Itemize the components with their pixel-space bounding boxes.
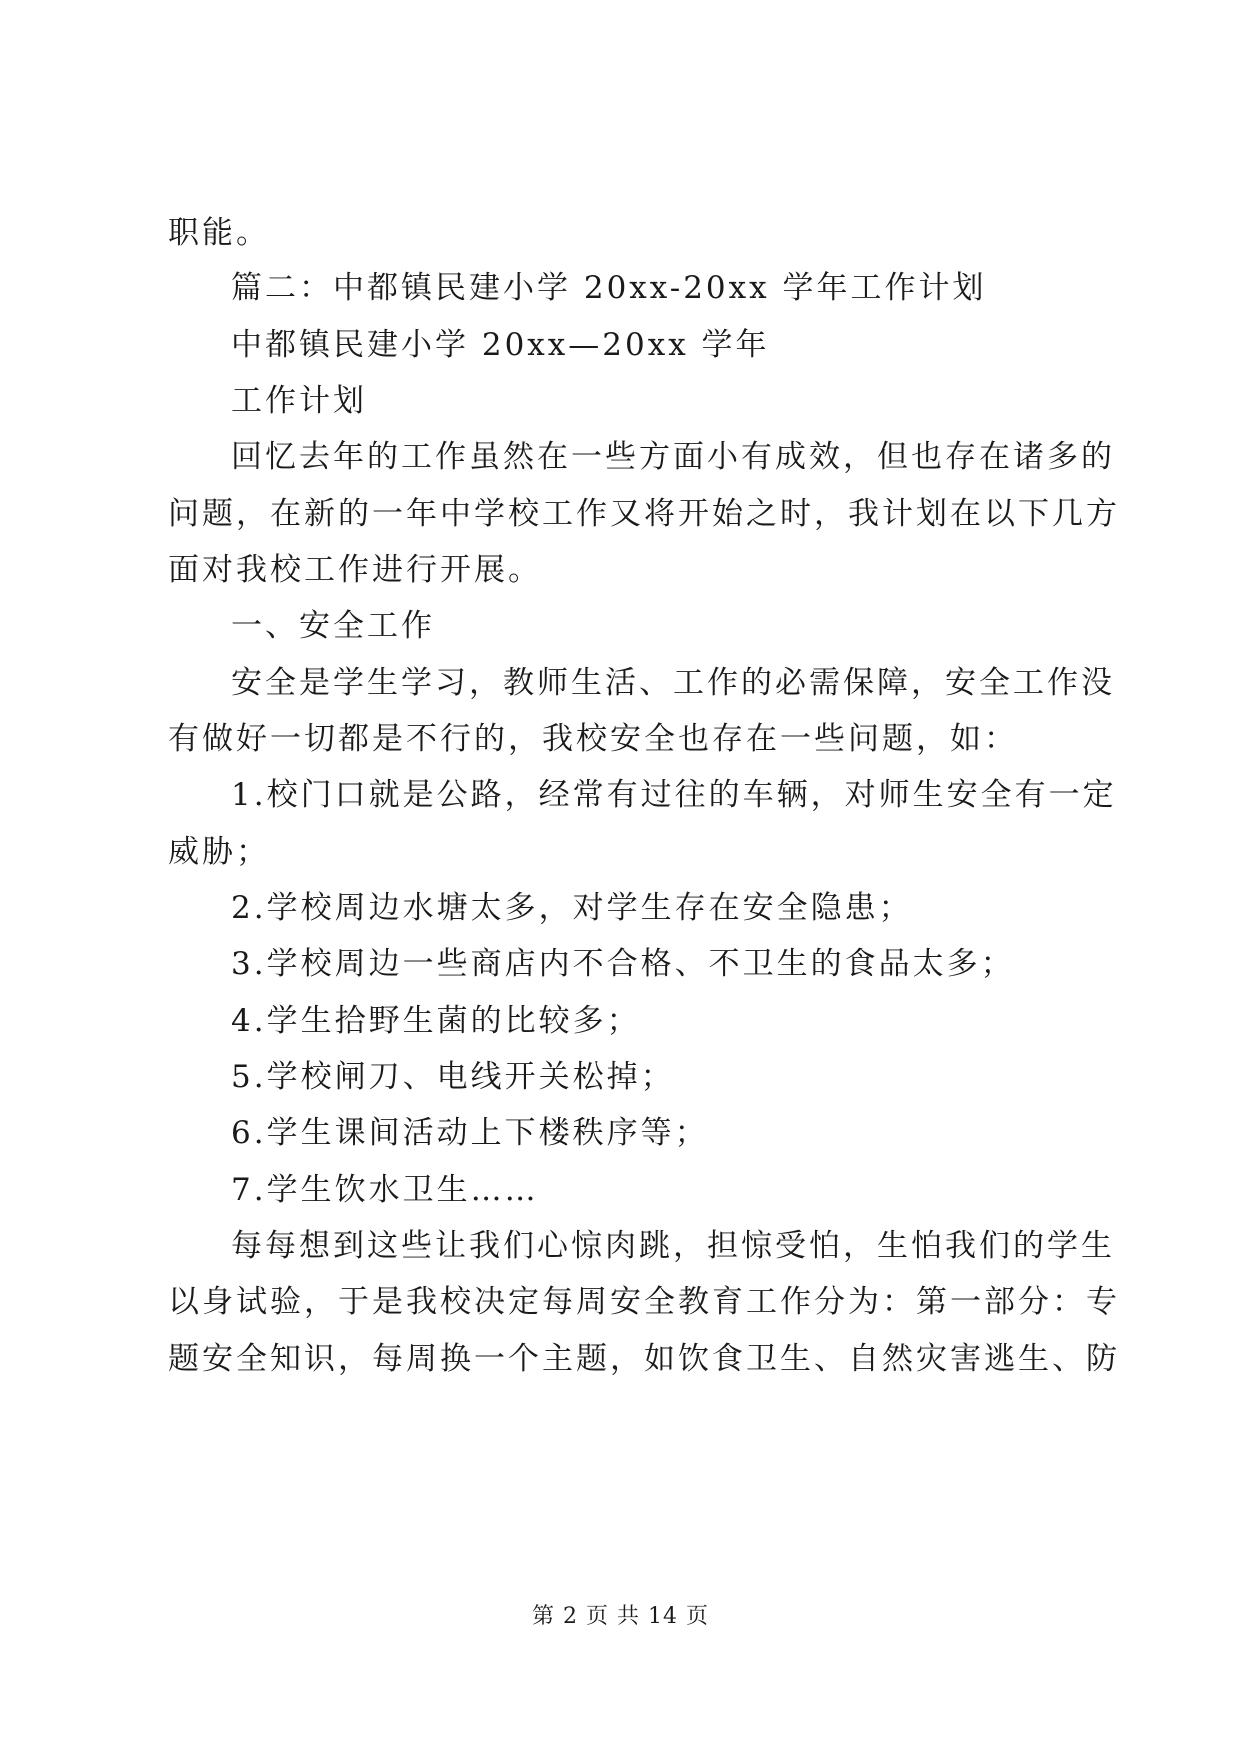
list-item: 1.校门口就是公路，经常有过往的车辆，对师生安全有一定 [231,777,1117,813]
list-item: 4.学生拾野生菌的比较多； [231,1003,641,1039]
text-line-continuation: 职能。 [168,215,270,251]
paragraph-line: 题安全知识，每周换一个主题，如饮食卫生、自然灾害逃生、防 [168,1341,1120,1377]
paragraph-line: 每每想到这些让我们心惊肉跳，担惊受怕，生怕我们的学生 [231,1228,1115,1264]
section-title: 篇二：中都镇民建小学 20xx-20xx 学年工作计划 [231,270,987,306]
paragraph-line: 面对我校工作进行开展。 [168,552,542,588]
doc-subheading: 工作计划 [231,383,367,419]
page-number-footer: 第 2 页 共 14 页 [532,1604,709,1629]
paragraph-line: 问题，在新的一年中学校工作又将开始之时，我计划在以下几方 [168,496,1120,532]
list-item-continuation: 威胁； [168,834,270,870]
doc-heading: 中都镇民建小学 20xx—20xx 学年 [231,327,770,363]
paragraph-line: 以身试验，于是我校决定每周安全教育工作分为：第一部分：专 [168,1284,1120,1320]
list-item: 5.学校闸刀、电线开关松掉； [231,1059,675,1095]
paragraph-line: 回忆去年的工作虽然在一些方面小有成效，但也存在诸多的 [231,439,1115,475]
list-item: 2.学校周边水塘太多，对学生存在安全隐患； [231,890,913,926]
list-item: 3.学校周边一些商店内不合格、不卫生的食品太多； [231,946,1015,982]
paragraph-line: 有做好一切都是不行的，我校安全也存在一些问题，如： [168,721,1018,757]
list-item: 6.学生课间活动上下楼秩序等； [231,1115,709,1151]
section-heading: 一、安全工作 [231,608,435,644]
list-item: 7.学生饮水卫生…… [231,1172,539,1208]
paragraph-line: 安全是学生学习，教师生活、工作的必需保障，安全工作没 [231,665,1115,701]
